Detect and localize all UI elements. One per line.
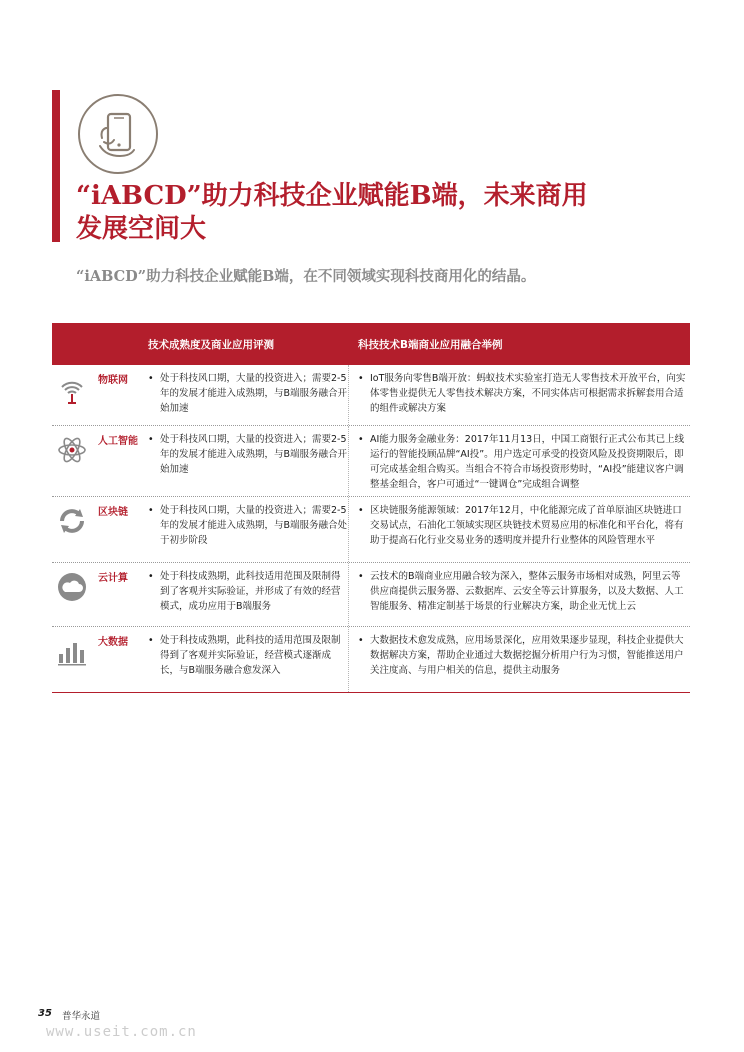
assessment-text: 处于科技成熟期，此科技适用范围及限制得到了客观并实际验证，并形成了有效的经营模式，成功应用于B端服务	[160, 571, 341, 612]
assessment-text: 处于科技风口期，大量的投资进入；需要2-5年的发展才能进入成熟期，与B端服务融合处于初步阶段	[160, 505, 348, 546]
page-subtitle: “iABCD”助力科技企业赋能B端，在不同领域实现科技商用化的结晶。	[76, 268, 536, 285]
accent-bar	[52, 90, 60, 242]
column-divider	[348, 563, 349, 626]
col1-header: 技术成熟度及商业应用评测	[148, 339, 274, 351]
cloud-icon	[56, 571, 88, 603]
assessment-text: 处于科技风口期，大量的投资进入；需要2-5年的发展才能进入成熟期，与B端服务融合开始加速	[160, 434, 348, 475]
column-divider	[348, 365, 349, 425]
example-cell	[358, 432, 688, 492]
bullet: •	[358, 373, 364, 384]
table-row	[52, 563, 690, 627]
column-divider	[348, 426, 349, 496]
col2-header: 科技技术B端商业应用融合举例	[358, 339, 503, 351]
table-row	[52, 497, 690, 563]
column-divider	[348, 497, 349, 562]
assessment-cell	[148, 503, 348, 548]
bullet: •	[148, 373, 154, 384]
row-label: 人工智能	[98, 436, 138, 447]
wifi-signal-icon	[56, 373, 88, 405]
table-row	[52, 627, 690, 693]
example-text: 区块链服务能源领域：2017年12月，中化能源完成了首单原油区块链进口交易试点，石油化工领域实现区块链技术贸易应用的标准化和平台化，将有助于提高石化行业交易业务的透明度并提升行业整体的风险管理水平	[370, 505, 684, 546]
column-divider	[348, 627, 349, 692]
example-text: AI能力服务金融业务：2017年11月13日，中国工商银行正式公布其已上线运行的智能投顾品牌“AI投”。用户选定可承受的投资风险及投资期限后，即可完成基金组合购买。当组合不符合市场投资形势时，“AI投”能建议客户调整基金组合，客户可通过“一键调仓”完成组合调整	[370, 434, 685, 490]
example-cell	[358, 503, 688, 548]
example-cell	[358, 633, 688, 678]
table-row	[52, 426, 690, 497]
bullet: •	[148, 635, 154, 646]
row-label: 云计算	[98, 573, 128, 584]
row-label: 区块链	[98, 507, 128, 518]
bullet: •	[358, 635, 364, 646]
footer-brand: 普华永道	[62, 1011, 101, 1022]
bullet: •	[148, 571, 154, 582]
example-text: IoT服务向零售B端开放：蚂蚁技术实验室打造无人零售技术开放平台，向实体零售业提供无人零售技术解决方案，不同实体店可根据需求拆解套用合适的组件或解决方案	[370, 373, 686, 414]
page-number: 35	[38, 1008, 52, 1019]
phone-in-hand-icon	[76, 92, 160, 176]
watermark: www.useit.com.cn	[46, 1024, 197, 1040]
example-cell	[358, 371, 688, 416]
row-label: 物联网	[98, 375, 128, 386]
assessment-cell	[148, 371, 348, 416]
page-title-line1: “iABCD”助力科技企业赋能B端，未来商用	[76, 181, 588, 211]
tech-table	[52, 323, 690, 693]
refresh-cycle-icon	[56, 505, 88, 537]
assessment-text: 处于科技成熟期，此科技的适用范围及限制得到了客观并实际验证，经营模式逐渐成长，与B端服务融合愈发深入	[160, 635, 341, 676]
bullet: •	[148, 505, 154, 516]
assessment-text: 处于科技风口期，大量的投资进入；需要2-5年的发展才能进入成熟期，与B端服务融合开始加速	[160, 373, 348, 414]
bullet: •	[358, 434, 364, 445]
atom-icon	[56, 434, 88, 466]
bar-chart-icon	[56, 635, 88, 667]
row-label: 大数据	[98, 637, 128, 648]
example-text: 大数据技术愈发成熟，应用场景深化，应用效果逐步显现，科技企业提供大数据解决方案，帮助企业通过大数据挖掘分析用户行为习惯，智能推送用户关注度高、与用户相关的信息，提供主动服务	[370, 635, 684, 676]
table-header	[52, 323, 690, 365]
bullet: •	[148, 434, 154, 445]
table-row	[52, 365, 690, 426]
assessment-cell	[148, 432, 348, 477]
bullet: •	[358, 505, 364, 516]
page-title	[76, 180, 636, 246]
example-cell	[358, 569, 688, 614]
assessment-cell	[148, 569, 348, 614]
page-title-line2: 发展空间大	[76, 214, 207, 244]
bullet: •	[358, 571, 364, 582]
assessment-cell	[148, 633, 348, 678]
example-text: 云技术的B端商业应用融合较为深入，整体云服务市场相对成熟，阿里云等供应商提供云服务器、云数据库、云安全等云计算服务，以及大数据、人工智能服务、精准定制基于场景的行业解决方案，助企业无忧上云	[370, 571, 684, 612]
